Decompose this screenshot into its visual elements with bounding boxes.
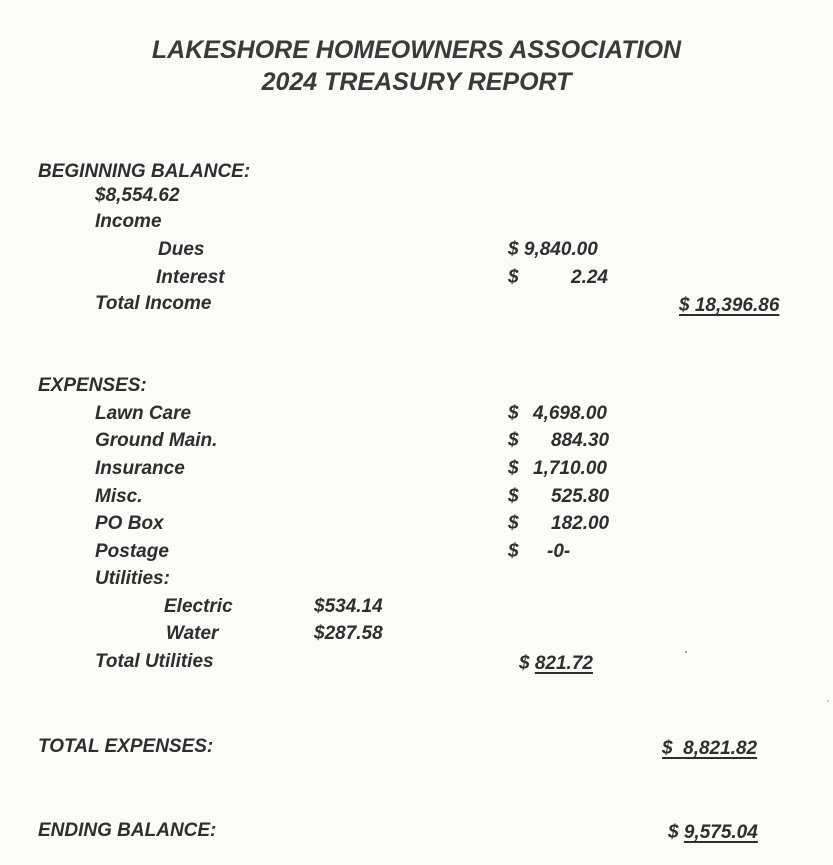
dues-label: Dues [158, 239, 205, 260]
expense-label-insurance: Insurance [95, 458, 185, 479]
beginning-balance-amount: $8,554.62 [95, 185, 180, 206]
expense-label-po-box: PO Box [95, 513, 164, 534]
total-utilities-amount: 821.72 [534, 653, 593, 674]
report-title-line1: LAKESHORE HOMEOWNERS ASSOCIATION [151, 36, 682, 64]
expense-currency-po-box: $ [508, 513, 519, 534]
expense-amount-ground-main: 884.30 [551, 430, 610, 451]
beginning-balance-label: BEGINNING BALANCE: [38, 161, 251, 182]
water-amount: $287.58 [314, 623, 383, 644]
expense-amount-postage: -0- [547, 541, 571, 562]
expense-amount-po-box: 182.00 [551, 513, 610, 534]
water-label: Water [166, 623, 219, 644]
total-utilities-value [519, 654, 593, 673]
ending-balance-amount: 9,575.04 [683, 822, 758, 843]
total-utilities-currency: $ [519, 653, 530, 674]
report-title-line2: 2024 TREASURY REPORT [261, 68, 572, 96]
dues-amount: $ 9,840.00 [508, 239, 598, 260]
total-expenses-value [662, 739, 757, 758]
expense-currency-ground-main: $ [508, 430, 519, 451]
total-income-value [679, 296, 779, 315]
total-expenses-label: TOTAL EXPENSES: [38, 736, 214, 757]
electric-label: Electric [164, 596, 233, 617]
income-label: Income [95, 211, 162, 232]
interest-amount: 2.24 [571, 267, 608, 288]
expense-currency-lawn-care: $ [508, 403, 519, 424]
expense-label-postage: Postage [95, 541, 169, 562]
utilities-label: Utilities: [95, 568, 170, 589]
electric-amount: $534.14 [314, 596, 383, 617]
scan-speck [827, 700, 829, 702]
scan-speck [685, 651, 687, 653]
expense-currency-postage: $ [508, 541, 519, 562]
ending-balance-value [668, 823, 758, 842]
expense-amount-insurance: 1,710.00 [533, 458, 607, 479]
expense-currency-misc: $ [508, 486, 519, 507]
total-utilities-label: Total Utilities [95, 651, 214, 672]
expense-label-lawn-care: Lawn Care [95, 403, 192, 424]
expense-label-ground-main: Ground Main. [95, 430, 218, 451]
expense-label-misc: Misc. [95, 486, 143, 507]
total-income-amount: 18,396.86 [694, 295, 780, 316]
interest-label: Interest [156, 267, 225, 288]
expense-currency-insurance: $ [508, 458, 519, 479]
ending-balance-currency: $ [668, 822, 679, 843]
expenses-label: EXPENSES: [38, 375, 147, 396]
ending-balance-label: ENDING BALANCE: [38, 820, 217, 841]
total-expenses-currency: $ [662, 738, 673, 759]
total-income-label: Total Income [95, 293, 212, 314]
interest-currency: $ [508, 267, 519, 288]
total-expenses-amount: 8,821.82 [683, 738, 758, 759]
total-income-currency: $ [679, 295, 690, 316]
expense-amount-misc: 525.80 [551, 486, 610, 507]
expense-amount-lawn-care: 4,698.00 [533, 403, 607, 424]
